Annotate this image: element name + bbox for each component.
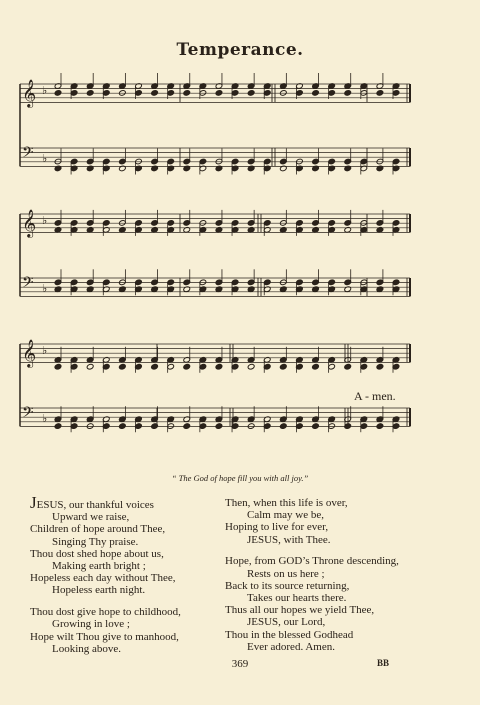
verse-line [225, 568, 399, 580]
note-head [215, 363, 223, 370]
verse-line [30, 548, 181, 560]
verse-line-text: Then, when this life is over, [225, 497, 348, 509]
flat-key-signature: ♭ [42, 152, 48, 165]
verse-line-text: Growing in love ; [52, 618, 130, 631]
note-head [86, 90, 94, 97]
verse-line-text: JESUS, our Lord, [247, 616, 326, 629]
drop-capital: J [30, 493, 37, 512]
note-head [54, 423, 62, 430]
verse-line [225, 521, 399, 533]
treble-clef: 𝄞 [22, 339, 37, 367]
verse-line-text: ESUS, our thankful voices [36, 499, 154, 511]
verse-line-text: Back to its source returning, [225, 579, 350, 592]
note-head [119, 363, 127, 370]
verse-line-text: Upward we raise, [52, 511, 130, 524]
bass-clef: 𝄢 [22, 404, 34, 425]
bass-clef: 𝄢 [22, 144, 34, 165]
signature-mark: BB [377, 658, 390, 668]
note-head [151, 363, 159, 370]
note-head [54, 90, 62, 97]
verse-line-text: Calm may we be, [247, 509, 324, 522]
verse-line-text: Making earth bright ; [52, 560, 146, 573]
note-head [376, 363, 384, 370]
verse-line-text: Thou dost shed hope about us, [30, 547, 164, 560]
verse-line [30, 572, 181, 584]
verse-line-text: Hope wilt Thou give to manhood, [30, 630, 179, 643]
note-head [247, 90, 255, 97]
verse-line-text: Hopeless earth night. [52, 584, 146, 597]
note-head [344, 90, 352, 97]
note-head [344, 363, 352, 370]
verse-line-text: Hoping to live for ever, [225, 521, 329, 534]
verse-stanza [30, 606, 181, 655]
verse-line-text: Ever adored. Amen. [247, 640, 335, 653]
flat-key-signature: ♭ [42, 344, 48, 357]
flat-key-signature: ♭ [42, 412, 48, 425]
page-number: 369 [231, 658, 249, 670]
note-head [183, 90, 191, 97]
verse-line-text: Thou in the blessed Godhead [225, 628, 354, 641]
verse-line-text: Rests on us here ; [247, 567, 325, 580]
note-head [247, 363, 255, 370]
verse-line-text: Takes our hearts there. [247, 591, 347, 604]
verse-line [225, 580, 399, 592]
verse-line [30, 631, 181, 643]
verse-line [225, 641, 399, 653]
note-head [280, 423, 288, 430]
verse-line-text: Thus all our hopes we yield Thee, [225, 604, 375, 617]
flat-key-signature: ♭ [42, 214, 48, 227]
flat-key-signature: ♭ [42, 282, 48, 295]
note-head [183, 363, 191, 370]
epigraph: “ The God of hope fill you with all joy.” [171, 473, 309, 483]
verse-line-text: Singing Thy praise. [52, 535, 139, 548]
treble-clef: 𝄞 [22, 209, 37, 237]
note-head [376, 90, 384, 97]
note-head [312, 423, 320, 430]
verse-line [30, 606, 181, 618]
note-head [119, 423, 127, 430]
verse-line [30, 643, 181, 655]
verse-line [30, 536, 181, 548]
note-head [312, 363, 320, 370]
verse-line [225, 604, 399, 616]
verse-line [30, 511, 181, 523]
verse-line-text: JESUS, with Thee. [247, 533, 331, 546]
verse-line-text: Looking above. [52, 642, 122, 655]
verse-line [30, 493, 181, 512]
verse-line [225, 555, 399, 567]
note-head [215, 90, 223, 97]
note-head [151, 90, 159, 97]
verse-line-text: Hope, from GOD’s Throne descending, [225, 555, 399, 568]
verse-line [30, 560, 181, 572]
verse-line-text: Children of hope around Thee, [30, 523, 166, 536]
verses-left-column [30, 493, 181, 664]
verse-line [225, 497, 399, 509]
note-head [183, 423, 191, 430]
verse-line [225, 592, 399, 604]
verse-line [225, 616, 399, 628]
hymn-title: Temperance. [176, 40, 304, 60]
verse-line [225, 629, 399, 641]
verse-stanza [225, 497, 399, 546]
verse-line [225, 534, 399, 546]
amen-lyric: A - men. [354, 389, 396, 403]
verse-stanza [225, 555, 399, 653]
note-head [376, 423, 384, 430]
verse-line-text: Thou dost give hope to childhood, [30, 606, 181, 619]
note-head [54, 363, 62, 370]
verse-line [30, 523, 181, 535]
verse-line-text: Hopeless each day without Thee, [30, 572, 176, 585]
verse-line [225, 509, 399, 521]
note-head [312, 90, 320, 97]
verse-line [30, 618, 181, 630]
note-head [151, 423, 159, 430]
verses-right-column [225, 497, 399, 662]
bass-clef: 𝄢 [22, 274, 34, 295]
flat-key-signature: ♭ [42, 84, 48, 97]
verse-stanza [30, 493, 181, 597]
note-head [86, 363, 94, 370]
treble-clef: 𝄞 [22, 79, 37, 107]
note-head [215, 423, 223, 430]
note-head [280, 363, 288, 370]
verse-line [30, 584, 181, 596]
